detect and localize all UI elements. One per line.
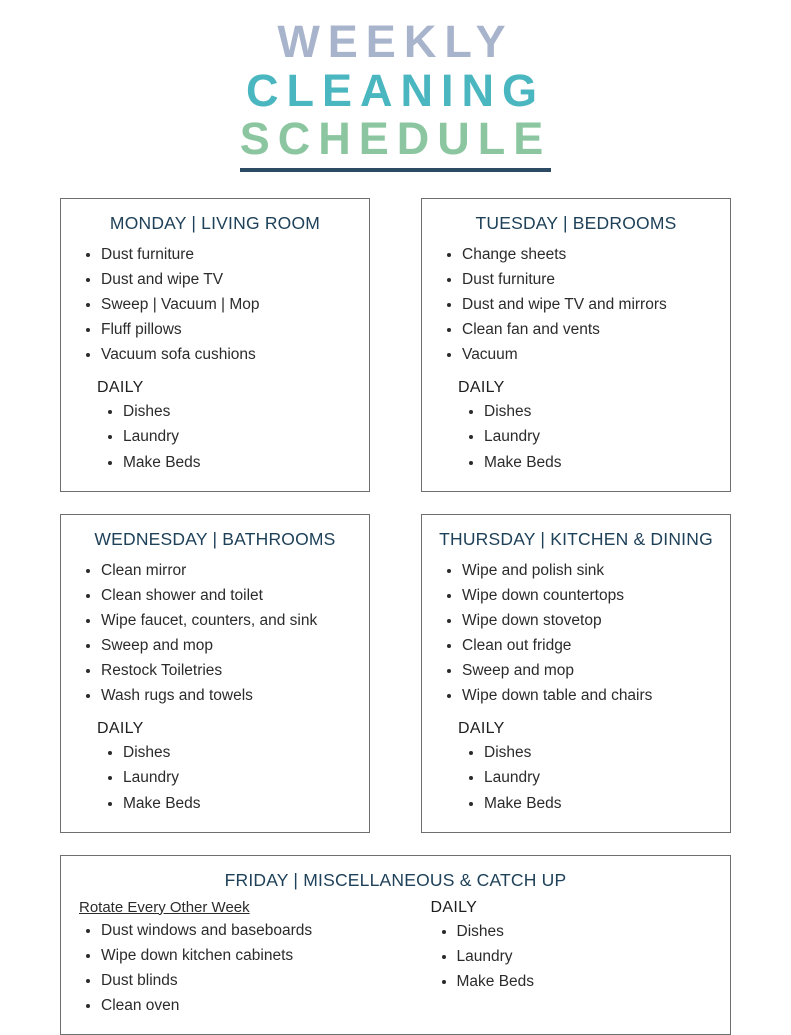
list-item: • Clean shower and toilet [101,583,355,608]
daily-block [436,720,716,815]
list-item: • Dishes [457,919,717,944]
list-item: • Dishes [484,399,716,424]
daily-heading: DAILY [458,720,505,738]
list-item: • Wash rugs and towels [101,683,355,708]
day-card-thursday [421,514,731,833]
daily-heading: DAILY [430,898,478,916]
list-item: • Vacuum sofa cushions [101,342,355,367]
daily-list [458,399,716,474]
card-title: FRIDAY | MISCELLANEOUS & CATCH UP [224,869,567,890]
card-title: THURSDAY | KITCHEN & DINING [439,528,713,549]
list-item: • Dishes [123,740,355,765]
list-item: • Dust and wipe TV [101,267,355,292]
daily-block [401,899,717,994]
list-item: • Vacuum [462,342,716,367]
list-item: • Clean oven [101,993,391,1018]
card-title: TUESDAY | BEDROOMS [475,212,677,233]
task-list [75,242,355,368]
schedule-cards [60,198,731,1035]
daily-list [97,399,355,474]
daily-heading: DAILY [458,379,505,397]
list-item: • Dust windows and baseboards [101,918,391,943]
list-item: • Clean mirror [101,558,355,583]
task-list [436,242,716,368]
daily-list [97,740,355,815]
list-item: • Wipe down kitchen cabinets [101,943,391,968]
list-item: • Dishes [484,740,716,765]
day-card-wednesday [60,514,370,833]
daily-heading: DAILY [97,379,144,397]
list-item: • Wipe faucet, counters, and sink [101,608,355,633]
daily-block [436,379,716,474]
list-item: • Change sheets [462,242,716,267]
list-item: • Wipe down countertops [462,583,716,608]
list-item: • Wipe down stovetop [462,608,716,633]
task-list [75,558,355,709]
rotate-note: Rotate Every Other Week [79,898,250,916]
list-item: • Laundry [457,944,717,969]
list-item: • Make Beds [123,450,355,475]
list-item: • Sweep | Vacuum | Mop [101,292,355,317]
list-item: • Sweep and mop [462,658,716,683]
daily-block [75,720,355,815]
list-item: • Dust furniture [462,267,716,292]
daily-heading: DAILY [97,720,144,738]
list-item: • Fluff pillows [101,317,355,342]
card-title: WEDNESDAY | BATHROOMS [94,528,336,549]
list-item: • Make Beds [484,450,716,475]
list-item: • Make Beds [457,969,717,994]
list-item: • Laundry [123,424,355,449]
list-item: • Laundry [123,765,355,790]
daily-list [431,919,717,994]
daily-block [75,379,355,474]
list-item: • Clean fan and vents [462,317,716,342]
daily-list [458,740,716,815]
list-item: • Make Beds [484,791,716,816]
title-line-cleaning: CLEANING [246,64,545,116]
list-item: • Wipe down table and chairs [462,683,716,708]
list-item: • Dust and wipe TV and mirrors [462,292,716,317]
day-card-friday [60,855,731,1035]
list-item: • Wipe and polish sink [462,558,716,583]
list-item: • Clean out fridge [462,633,716,658]
list-item: • Laundry [484,424,716,449]
list-item: • Dust blinds [101,968,391,993]
list-item: • Dust furniture [101,242,355,267]
day-card-tuesday [421,198,731,492]
list-item: • Dishes [123,399,355,424]
day-card-monday [60,198,370,492]
card-title: MONDAY | LIVING ROOM [109,212,321,233]
list-item: • Laundry [484,765,716,790]
task-list [436,558,716,709]
list-item: • Restock Toiletries [101,658,355,683]
title-line-schedule: SCHEDULE [240,115,552,172]
list-item: • Make Beds [123,791,355,816]
task-list [75,918,391,1018]
list-item: • Sweep and mop [101,633,355,658]
page-title [60,18,731,172]
title-line-weekly: WEEKLY [277,16,514,67]
